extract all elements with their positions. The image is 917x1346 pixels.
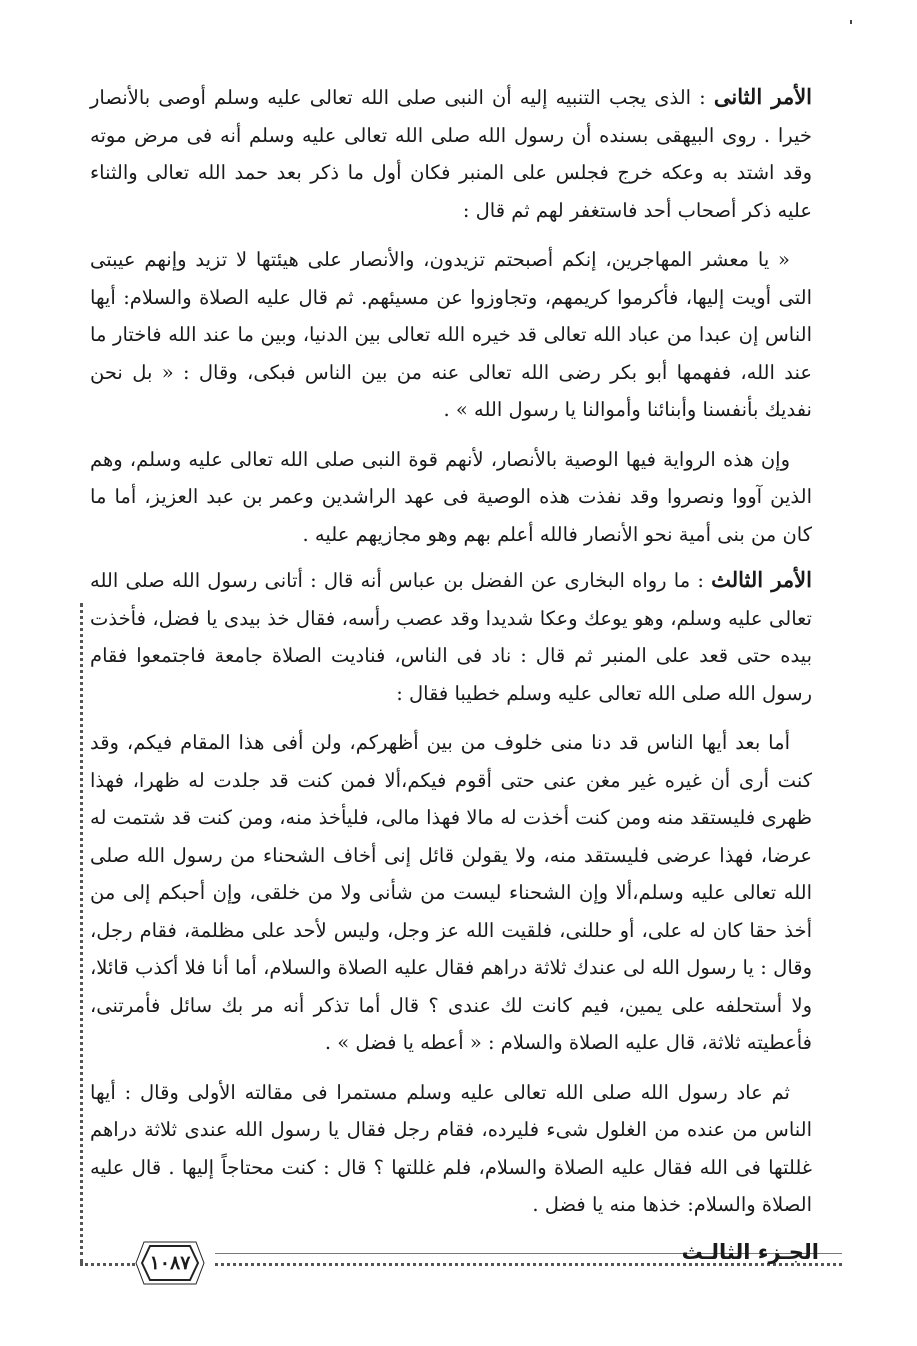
second-matter-heading: الأمر الثانى [713,84,812,109]
paragraph-hadith-quote: « يا معشر المهاجرين، إنكم أصبحتم تزيدون، والأنصار على هيئتها لا تزيد وإنهم عيبتى التى أويت إليها، فأكرموا كريمهم، وتجاوزوا عن مسيئهم. ثم قال عليه الصلاة والسلام: أيها الناس إن عبدا من عباد الله تعالى قد خيره الله تعالى بين الدنيا، وبين ما عند الله فاختار ما عند الله، ففهمها أبو بكر رضى الله تعالى عنه من بين الناس فبكى، وقال : « بل نحن نفديك بأنفسنا وأبنائنا وأموالنا يا رسول الله » . [90,248,812,421]
page-number-badge [130,1238,210,1288]
paragraph-second-matter [90,78,812,229]
second-matter-text: : الذى يجب التنبيه إليه أن النبى صلى الله تعالى عليه وسلم أوصى بالأنصار خيرا . روى البيهقى بسنده أن رسول الله صلى الله تعالى عليه وسلم أنه فى مرض موته وقد اشتد به وعكه خرج فجلس على المنبر فكان أول ما ذكر بعد حمد الله تعالى والثناء عليه ذكر أصحاب أحد فاستغفر لهم ثم قال : [90,86,812,222]
page-number: ١٠٨٧ [149,1252,191,1274]
paragraph-ghulul: ثم عاد رسول الله صلى الله تعالى عليه وسلم مستمرا فى مقالته الأولى وقال : أيها الناس من عنده من الغلول شىء فليرده، فقام رجل فقال يا رسول الله عندى ثلاثة دراهم غللتها فى الله فقال عليه الصلاة والسلام، فلم غللتها ؟ قال : كنت محتاجاً إليها . قال عليه الصلاة والسلام: خذها منه يا فضل . [90,1080,812,1216]
page-body [90,78,812,1224]
frame-border-bottom-left [80,1263,135,1266]
third-matter-heading: الأمر الثالث [711,567,812,592]
paragraph-third-matter [90,561,812,712]
paragraph-sermon: أما بعد أيها الناس قد دنا منى خلوف من بين أظهركم، ولن أفى هذا المقام فيكم، وقد كنت أرى أن غيره غير مغن عنى حتى أقوم فيكم،ألا فمن كنت قد جلدت له ظهرا، فهذا ظهرى فليستقد منه ومن كنت أخذت له مالا فهذا مالى، فليأخذ منه، ومن كنت قد شتمت له عرضا، فهذا عرضى فليستقد منه، ولا يقولن قائل إنى أخاف الشحناء من رسول الله صلى الله تعالى عليه وسلم،ألا وإن الشحناء ليست من شأنى ولا من خلقى، وإن أحبكم إلى من أخذ حقا كان له على، أو حللنى، فلقيت الله عز وجل، وليس لأحد على مظلمة، فقام رجل، وقال : يا رسول الله لى عندك ثلاثة دراهم فقال عليه الصلاة والسلام، أما أنا فلا أكذب قائلا، ولا أستحلفه على يمين، فيم كانت لك عندى ؟ قال أما تذكر أنه مر بك سائل فأمرتنى، فأعطيته ثلاثة، قال عليه الصلاة والسلام : « أعطه يا فضل » . [90,731,812,1054]
paragraph-ansar-commentary: وإن هذه الرواية فيها الوصية بالأنصار، لأنهم قوة النبى صلى الله تعالى عليه وسلم، وهم الذين آووا ونصروا وقد نفذت هذه الوصية فى عهد الراشدين وعمر بن عبد العزيز، أما ما كان من بنى أمية نحو الأنصار فالله أعلم بهم وهو مجازيهم عليه . [90,447,812,546]
part-label: الجـزء الثالـث [681,1240,819,1264]
frame-border-left [80,603,89,1263]
corner-mark [850,20,852,24]
third-matter-text: : ما رواه البخارى عن الفضل بن عباس أنه قال : أتانى رسول الله صلى الله تعالى عليه وسلم، وهو يوعك وعكا شديدا وقد عصب رأسه، فقال خذ بيدى يا فضل، فأخذت بيده حتى قعد على المنبر ثم قال : ناد فى الناس، فناديت الصلاة جامعة فاجتمعوا فقام رسول الله صلى الله تعالى عليه وسلم خطيبا فقال : [90,569,812,705]
